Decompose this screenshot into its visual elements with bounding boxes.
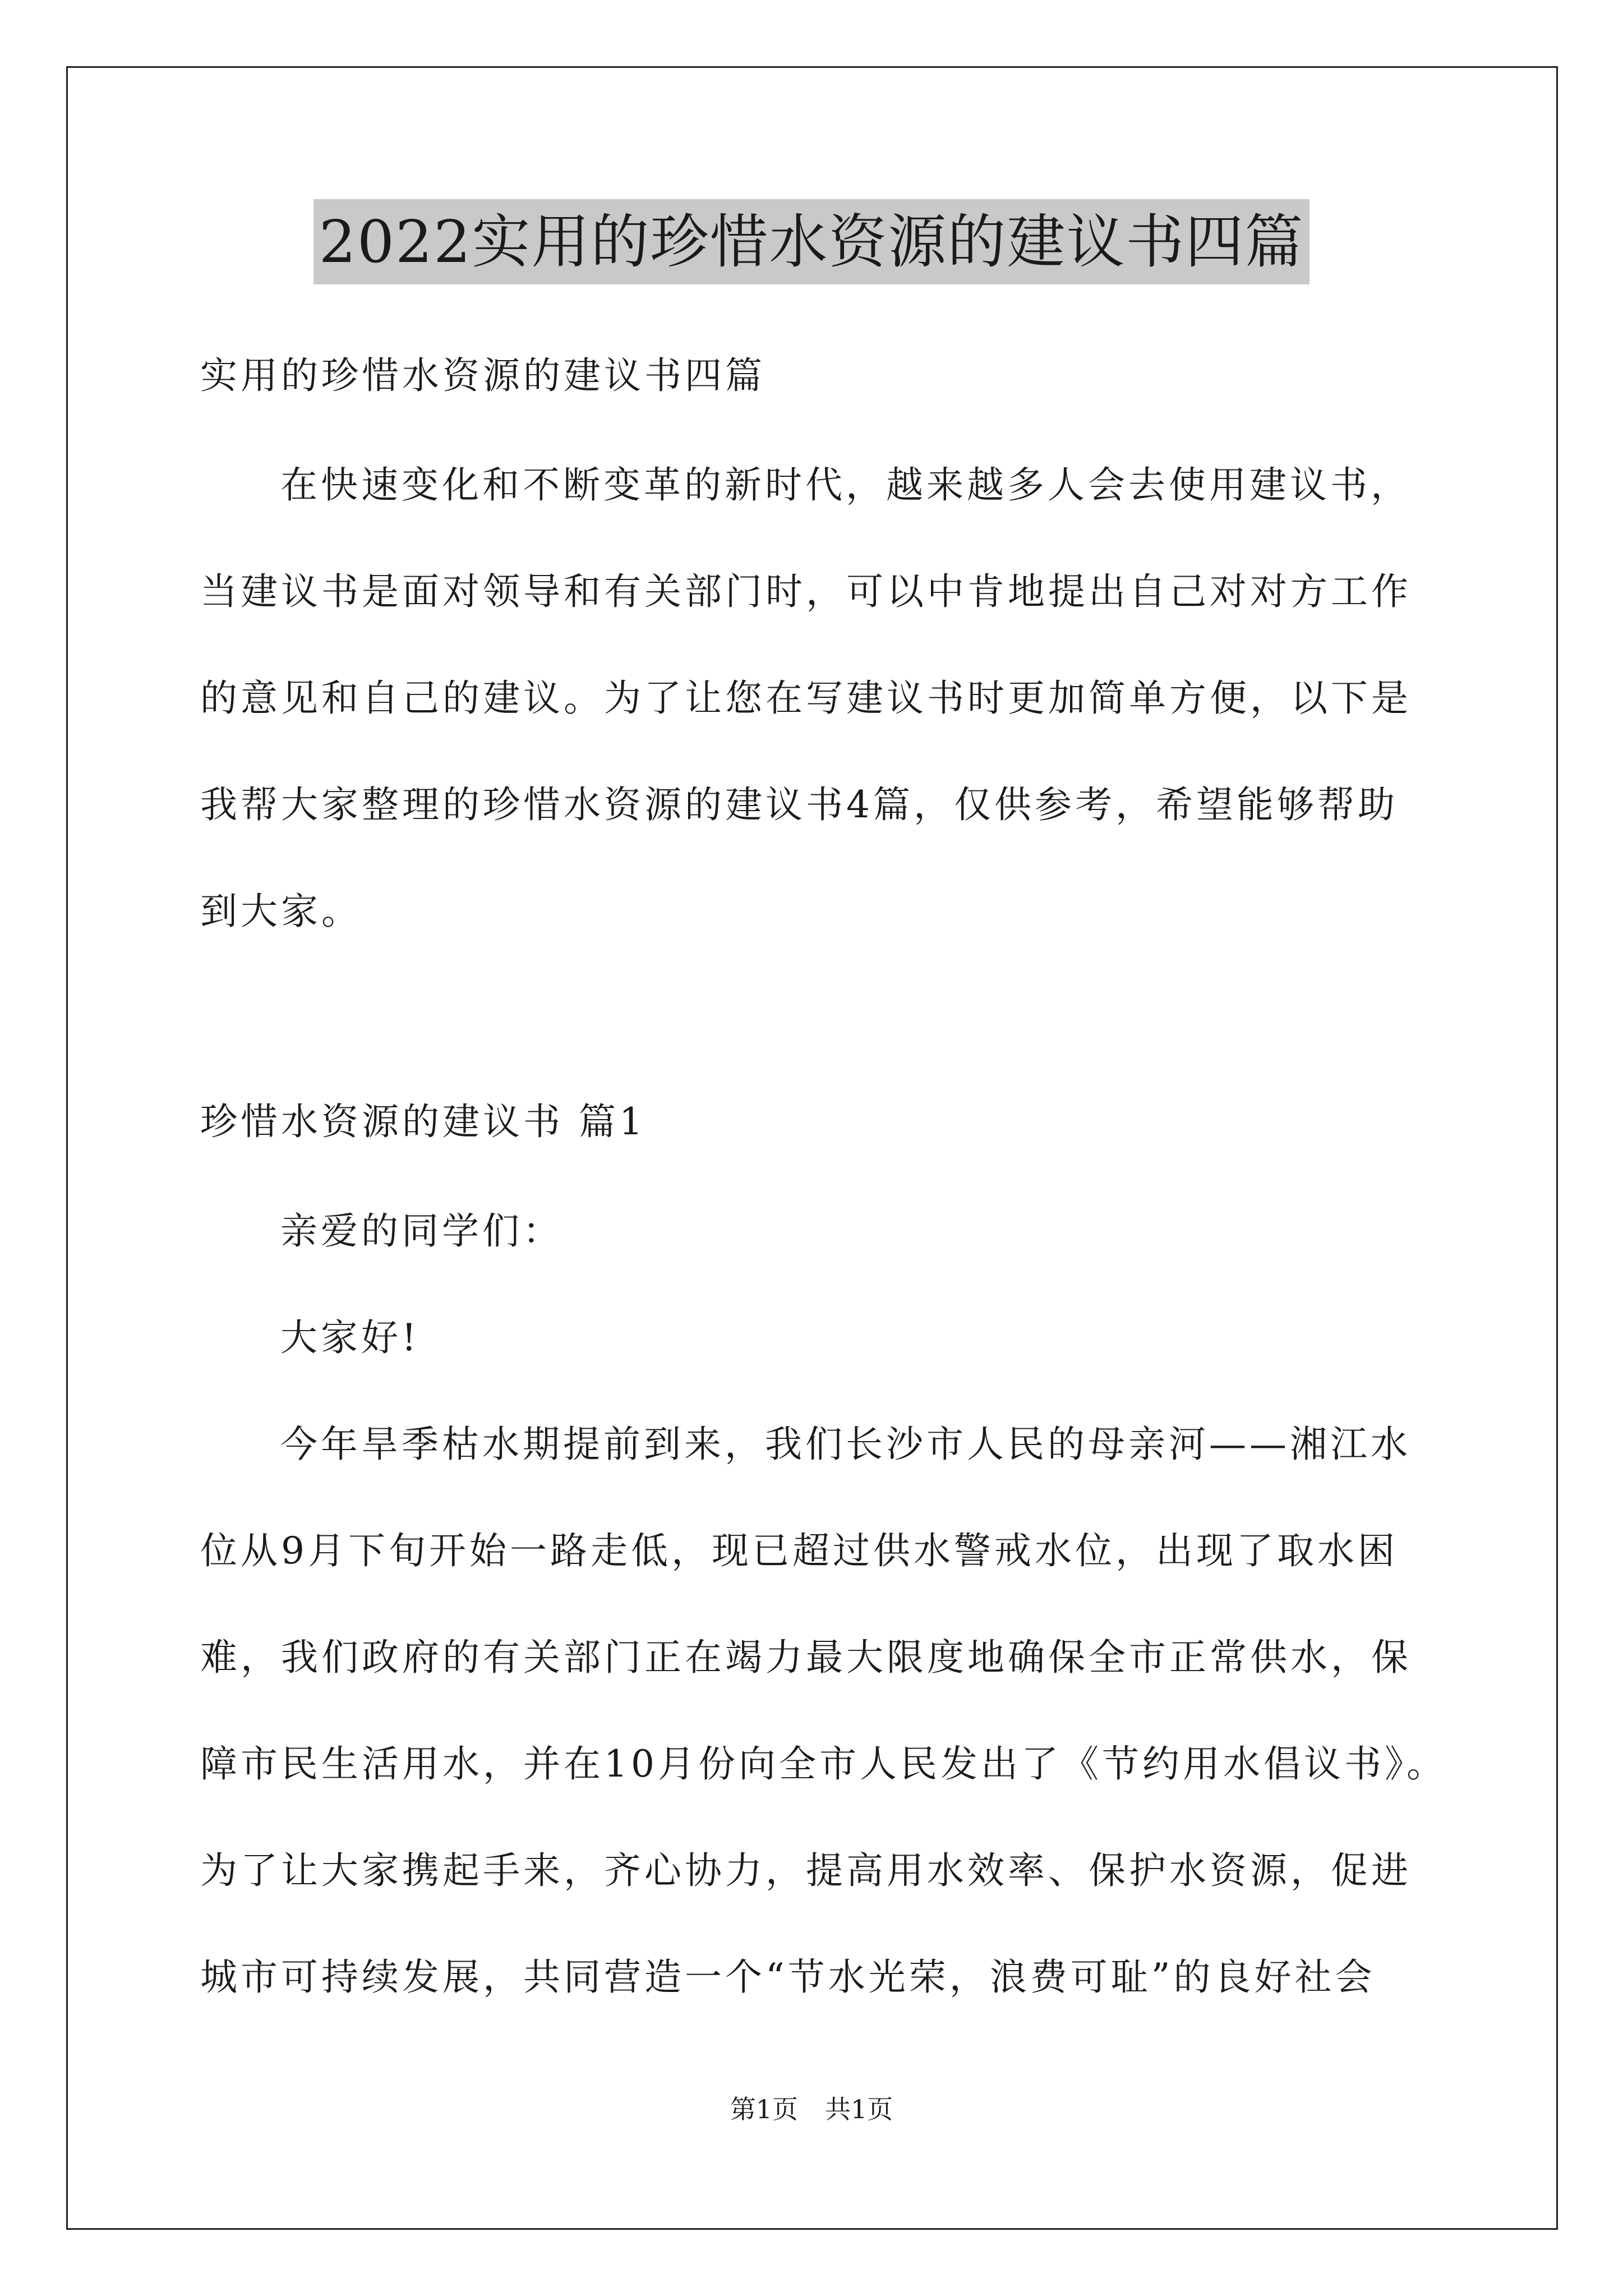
body-line-1: 今年旱季枯水期提前到来，我们长沙市人民的母亲河——湘江水 (280, 1423, 1411, 1466)
salutation: 大家好! (280, 1316, 420, 1359)
intro-line-4: 我帮大家整理的珍惜水资源的建议书4篇，仅供参考，希望能够帮助 (200, 783, 1398, 826)
page-number-current: 第1页 (730, 2094, 798, 2124)
section-heading: 珍惜水资源的建议书 篇1 (200, 1100, 646, 1143)
body-line-5: 为了让大家携起手来，齐心协力，提高用水效率、保护水资源，促进 (200, 1849, 1412, 1892)
document-title: 2022实用的珍惜水资源的建议书四篇 (313, 199, 1310, 284)
intro-line-3: 的意见和自己的建议。为了让您在写建议书时更加简单方便，以下是 (200, 677, 1412, 720)
body-line-4: 障市民生活用水，并在10月份向全市人民发出了《节约用水倡议书》。 (200, 1742, 1447, 1786)
body-line-6: 城市可持续发展，共同营造一个“节水光荣，浪费可耻”的良好社会 (200, 1955, 1376, 1999)
page-footer (0, 2092, 1623, 2126)
title-container (0, 199, 1623, 284)
intro-line-2: 当建议书是面对领导和有关部门时，可以中肯地提出自己对对方工作 (200, 570, 1412, 613)
greeting: 亲爱的同学们： (280, 1209, 563, 1253)
body-line-3: 难，我们政府的有关部门正在竭力最大限度地确保全市正常供水，保 (200, 1636, 1412, 1679)
document-subtitle: 实用的珍惜水资源的建议书四篇 (200, 354, 766, 397)
page-number-total: 共1页 (825, 2094, 893, 2124)
intro-line-5: 到大家。 (200, 890, 362, 933)
intro-line-1: 在快速变化和不断变革的新时代，越来越多人会去使用建议书， (280, 463, 1411, 507)
body-line-2: 位从9月下旬开始一路走低，现已超过供水警戒水位，出现了取水困 (200, 1529, 1398, 1572)
